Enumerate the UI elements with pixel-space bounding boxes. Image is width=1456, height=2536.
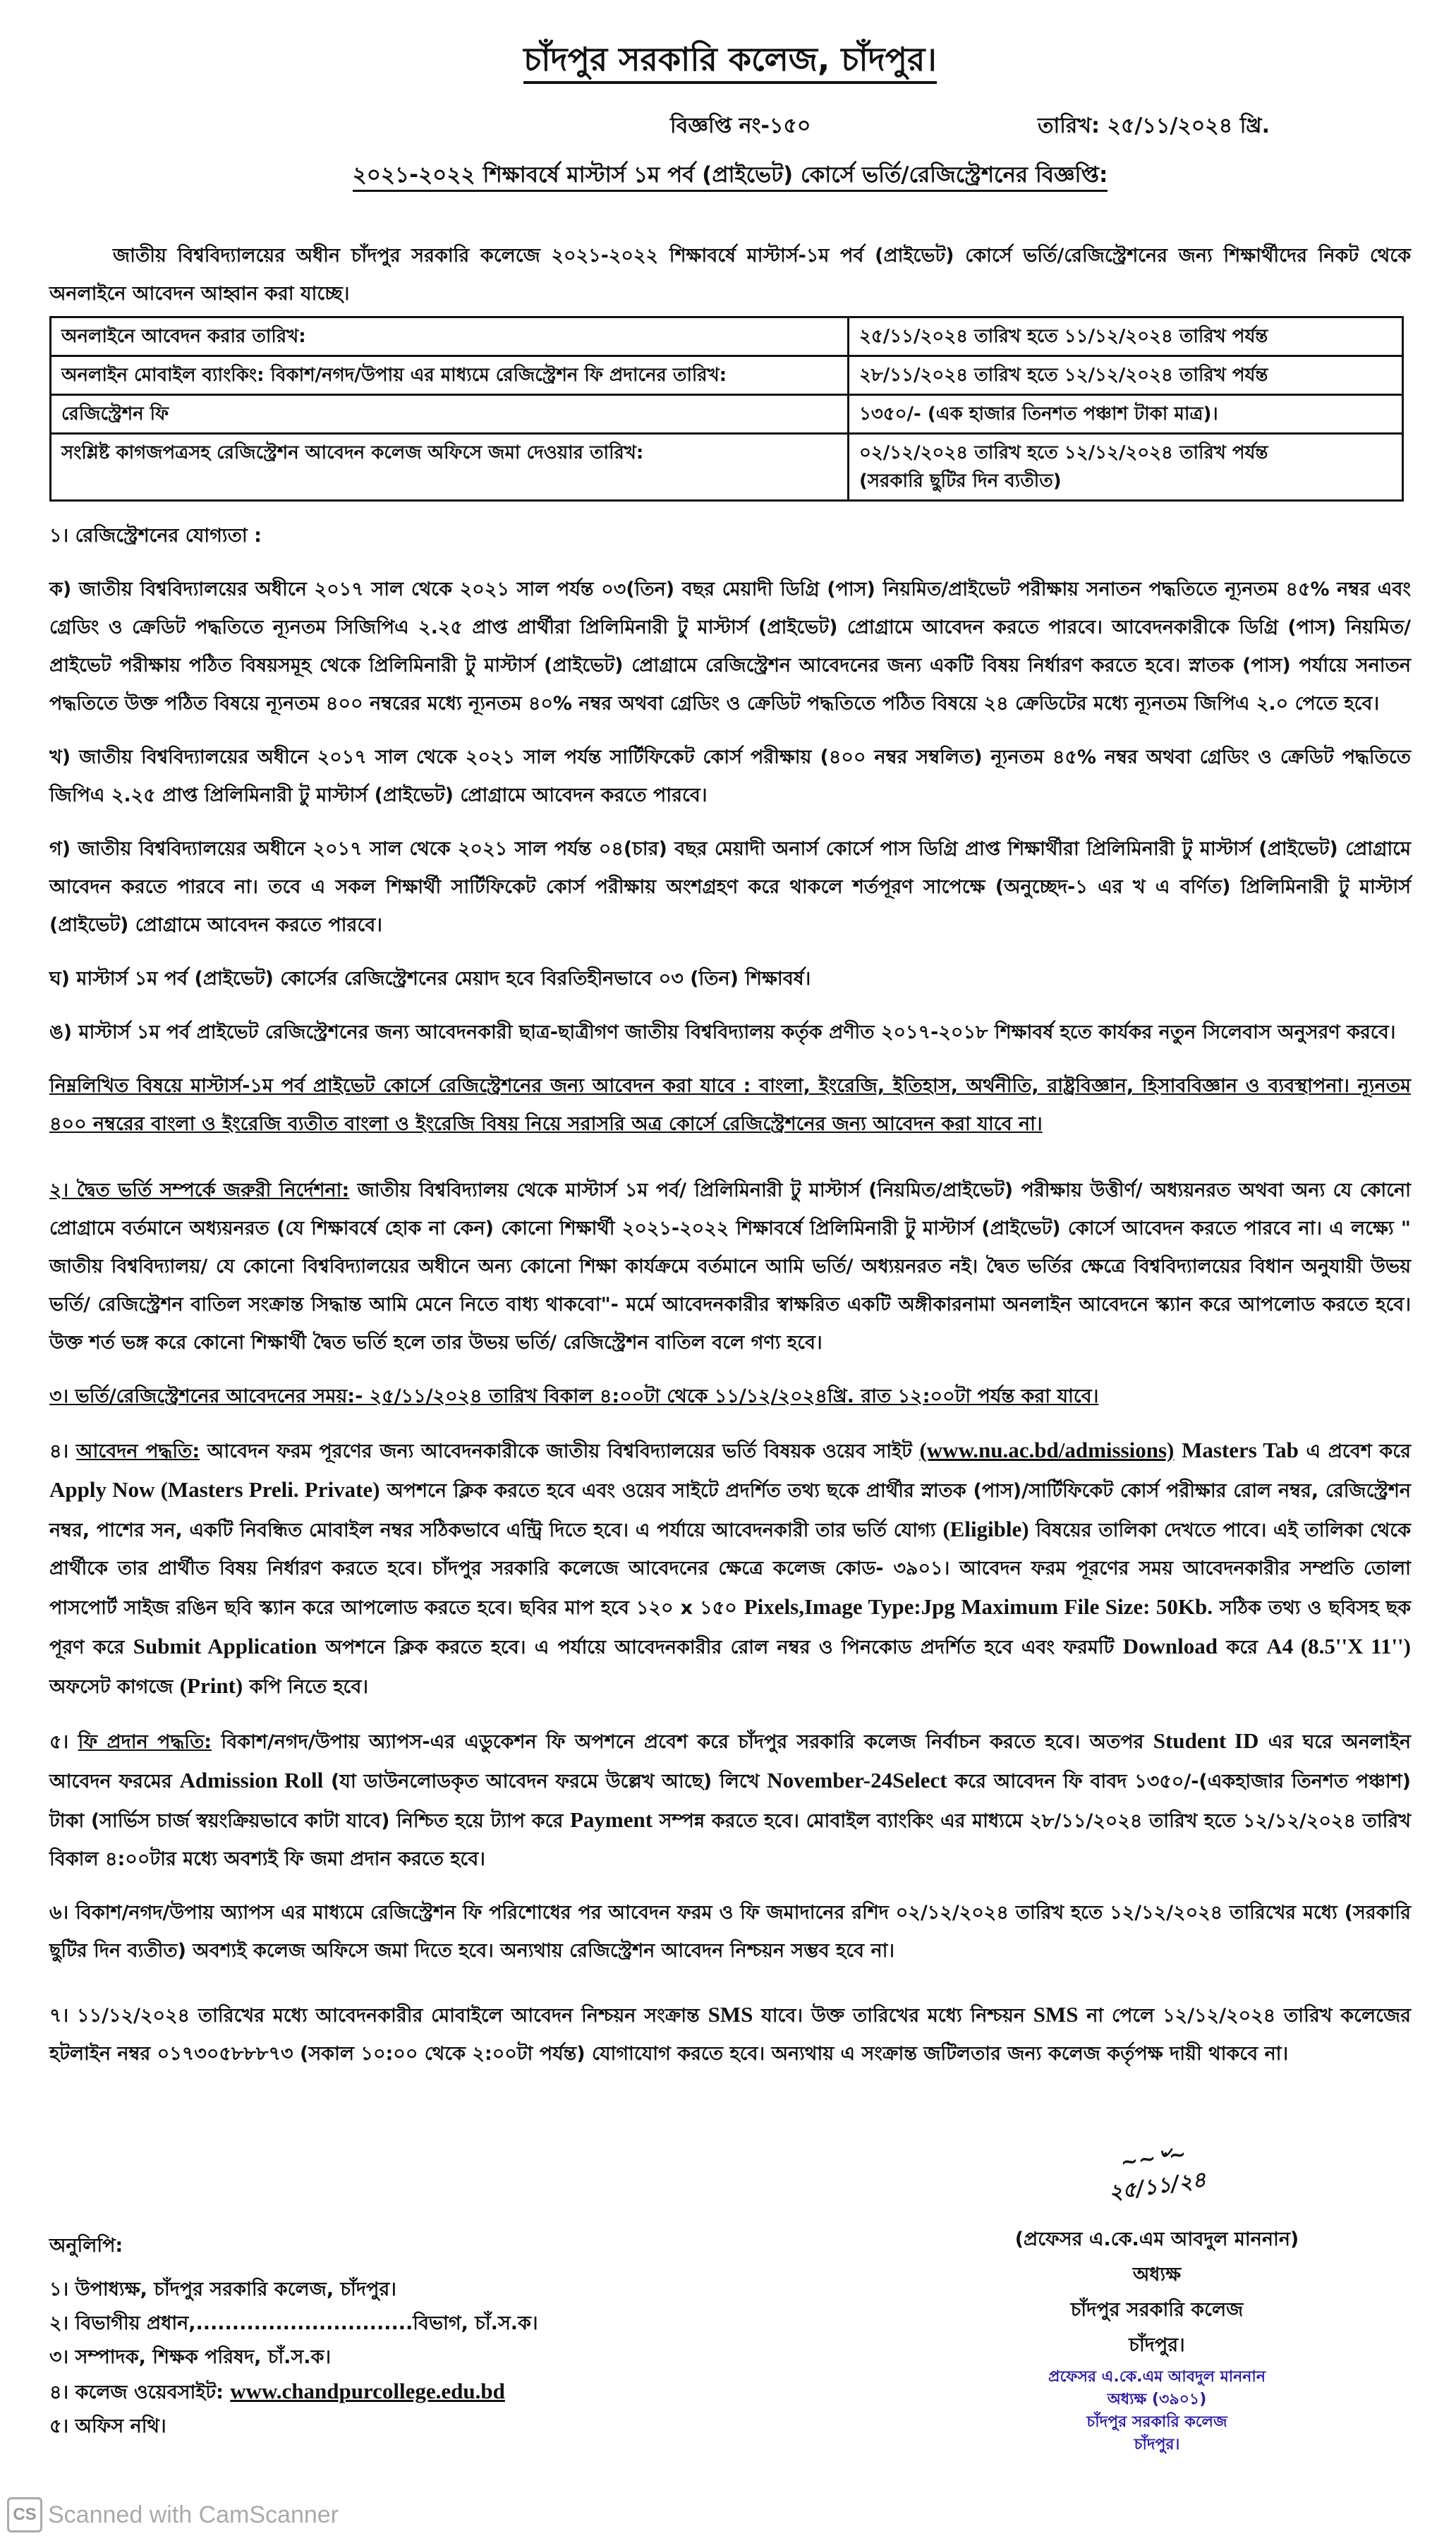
signature-block [1009,2141,1305,2456]
eligibility-item-ka: ক) জাতীয় বিশ্ববিদ্যালয়ের অধীনে ২০১৭ সাল থেকে ২০২১ সাল পর্যন্ত ০৩(তিন) বছর মেয়াদী ডিগ্রি (পাস) নিয়মিত/প্রাইভেট পরীক্ষায় সনাতন পদ্ধতিতে ন্যূনতম ৪৫% নম্বর এবং গ্রেডিং ও ক্রেডিট পদ্ধতিতে ন্যূনতম সিজিপিএ ২.২৫ প্রাপ্ত প্রার্থীরা প্রিলিমিনারী টু মাস্টার্স (প্রাইভেট) প্রোগ্রামে আবেদন করতে পারবে। আবেদনকারীকে ডিগ্রি (পাস) নিয়মিত/প্রাইভেট পরীক্ষায় পঠিত বিষয়সমূহ থেকে প্রিলিমিনারী টু মাস্টার্স (প্রাইভেট) প্রোগ্রামে রেজিস্ট্রেশন আবেদনের জন্য একটি বিষয় নির্ধারণ করতে হবে। স্নাতক (পাস) পর্যায়ে সনাতন পদ্ধতিতে উক্ত পঠিত বিষয়ে ন্যূনতম ৪০০ নম্বরের মধ্যে ন্যূনতম ৪০% নম্বর অথবা গ্রেডিং ও ক্রেডিট পদ্ধতিতে পঠিত বিষয়ে ২৪ ক্রেডিটের মধ্যে ন্যূনতম জিপিএ ২.০ পেতে হবে। [49,578,1411,715]
table-row: অনলাইনে আবেদন করার তারিখ: ২৫/১১/২০২৪ তারিখ হতে ১১/১২/২০২৪ তারিখ পর্যন্ত [51,317,1403,356]
notice-date: তারিখ: ২৫/১১/২০২৪ খ্রি. [1038,114,1270,138]
subjects-paragraph: নিম্নলিখিত বিষয়ে মাস্টার্স-১ম পর্ব প্রাইভেট কোর্সে রেজিস্ট্রেশনের জন্য আবেদন করা যাবে : বাংলা, ইংরেজি, ইতিহাস, অর্থনীতি, রাষ্ট্রবিজ্ঞান, হিসাববিজ্ঞান ও ব্যবস্থাপনা। ন্যূনতম ৪০০ নম্বরের বাংলা ও ইংরেজি ব্যতীত বাংলা ও ইংরেজি বিষয় নিয়ে সরাসরি অত্র কোর্সে রেজিস্ট্রেশনের জন্য আবেদন করা যাবে না। [49,1075,1411,1135]
notice-page [49,0,1411,2073]
section-2: ২। দ্বৈত ভর্তি সম্পর্কে জরুরী নির্দেশনা: জাতীয় বিশ্ববিদ্যালয় থেকে মাস্টার্স ১ম পর্ব/ প্রিলিমিনারী টু মাস্টার্স (নিয়মিত/প্রাইভেট) পরীক্ষায় উত্তীর্ণ/ অধ্যয়নরত অথবা অন্য যে কোনো প্রোগ্রামে বর্তমানে অধ্যয়নরত (যে শিক্ষাবর্ষে হোক না কেন) কোনো শিক্ষার্থী ২০২১-২০২২ শিক্ষাবর্ষে প্রিলিমিনারী টু মাস্টার্স (প্রাইভেট) কোর্সে আবেদন করতে পারবে না। এ লক্ষ্যে " জাতীয় বিশ্ববিদ্যালয়/ যে কোনো বিশ্ববিদ্যালয়ের অধীনে অন্য কোনো শিক্ষা কার্যক্রমে বর্তমানে আমি ভর্তি/ অধ্যয়নরত নই। দ্বৈত ভর্তির ক্ষেত্রে বিশ্ববিদ্যালয়ের বিধান অনুযায়ী উভয় ভর্তি/ রেজিস্ট্রেশন বাতিল সংক্রান্ত সিদ্ধান্ত আমি মেনে নিতে বাধ্য থাকবো"- মর্মে আবেদনকারীর স্বাক্ষরিত একটি অঙ্গীকারনামা অনলাইন আবেদনে স্ক্যান করে আপলোড করতে হবে। উক্ত শর্ত ভঙ্গ করে কোনো শিক্ষার্থী দ্বৈত ভর্তি হলে তার উভয় ভর্তি/ রেজিস্ট্রেশন বাতিল বলে গণ্য হবে। [49,1179,1412,1354]
copies-heading: অনুলিপি: [49,2235,123,2257]
table-row: সংশ্লিষ্ট কাগজপত্রসহ রেজিস্ট্রেশন আবেদন কলেজ অফিসে জমা দেওয়ার তারিখ: ০২/১২/২০২৪ তারিখ হতে ১২/১২/২০২৪ তারিখ পর্যন্ত (সরকারি ছুটির দিন ব্যতীত) [51,434,1403,501]
notice-subtitle: ২০২১-২০২২ শিক্ষাবর্ষে মাস্টার্স ১ম পর্ব (প্রাইভেট) কোর্সে ভর্তি/রেজিস্ট্রেশনের বিজ্ঞপ্তি: [49,158,1411,195]
eligibility-heading: ১। রেজিস্ট্রেশনের যোগ্যতা : [49,525,262,547]
copy-item: ১। উপাধ্যক্ষ, চাঁদপুর সরকারি কলেজ, চাঁদপুর। [49,2279,396,2300]
copy-item: ৪। কলেজ ওয়েবসাইট: www.chandpurcollege.edu.bd [49,2379,505,2403]
table-row: রেজিস্ট্রেশন ফি ১৩৫০/- (এক হাজার তিনশত পঞ্চাশ টাকা মাত্র)। [51,395,1403,434]
section-7: ৭। ১১/১২/২০২৪ তারিখের মধ্যে আবেদনকারীর মোবাইলে আবেদন নিশ্চয়ন সংক্রান্ত SMS যাবে। উক্ত তারিখের মধ্যে নিশ্চয়ন SMS না পেলে ১২/১২/২০২৪ তারিখ কলেজের হটলাইন নম্বর ০১৭৩০৫৮৮৮৭৩ (সকাল ১০:০০ থেকে ২:০০টা পর্যন্ত) যোগাযোগ করতে হবে। অন্যথায় এ সংক্রান্ত জটিলতার জন্য কলেজ কর্তৃপক্ষ দায়ী থাকবে না। [49,2002,1411,2065]
signatory-title: অধ্যক্ষ [1132,2264,1182,2286]
schedule-table [49,316,1404,502]
notice-number: বিজ্ঞপ্তি নং-১৫০ [670,114,811,138]
copy-item: ২। বিভাগীয় প্রধান,..............................বিভাগ, চাঁ.স.ক। [49,2312,538,2334]
copies-list [49,2229,538,2444]
section-3: ৩। ভর্তি/রেজিস্ট্রেশনের আবেদনের সময়:- ২৫/১১/২০২৪ তারিখ বিকাল ৪:০০টা থেকে ১১/১২/২০২৪খ্রি. রাত ১২:০০টা পর্যন্ত করা যাবে। [49,1385,1099,1407]
eligibility-item-kha: খ) জাতীয় বিশ্ববিদ্যালয়ের অধীনে ২০১৭ সাল থেকে ২০২১ সাল পর্যন্ত সার্টিফিকেট কোর্স পরীক্ষায় (৪০০ নম্বর সম্বলিত) ন্যূনতম ৪৫% নম্বর অথবা গ্রেডিং ও ক্রেডিট পদ্ধতিতে জিপিএ ২.২৫ প্রাপ্ত প্রিলিমিনারী টু মাস্টার্স (প্রাইভেট) প্রোগ্রামে আবেদন করতে পারবে। [49,746,1411,806]
watermark-text: Scanned with CamScanner [48,2501,339,2528]
copy-item: ৫। অফিস নথি। [49,2415,166,2437]
college-website-link[interactable]: www.chandpurcollege.edu.bd [230,2379,505,2403]
section-4: ৪। আবেদন পদ্ধতি: আবেদন ফরম পূরণের জন্য আবেদনকারীকে জাতীয় বিশ্ববিদ্যালয়ের ভর্তি বিষয়ক ওয়েব সাইট (www.nu.ac.bd/admissions) Masters Tab এ প্রবেশ করে Apply Now (Masters Preli. Private) অপশনে ক্লিক করতে হবে এবং ওয়েব সাইটে প্রদর্শিত তথ্য ছকে প্রার্থীর স্নাতক (পাস)/সার্টিফিকেট কোর্স পরীক্ষার রোল নম্বর, রেজিস্ট্রেশন নম্বর, পাশের সন, একটি নিবন্ধিত মোবাইল নম্বর সঠিকভাবে এন্ট্রি দিতে হবে। এ পর্যায়ে আবেদনকারী তার ভর্তি যোগ্য (Eligible) বিষয়ের তালিকা দেখতে পাবে। এই তালিকা থেকে প্রার্থীকে তার প্রার্থীত বিষয় নির্ধারণ করতে হবে। চাঁদপুর সরকারি কলেজে আবেদনের ক্ষেত্রে কলেজ কোড- ৩৯০১। আবেদন ফরম পূরণের সময় আবেদনকারীর সম্প্রতি তোলা পাসপোর্ট সাইজ রঙিন ছবি স্ক্যান করে আপলোড করতে হবে। ছবির মাপ হবে ১২০ x ১৫০ Pixels,Image Type:Jpg Maximum File Size: 50Kb. সঠিক তথ্য ও ছবিসহ ছক পূরণ করে Submit Application অপশনে ক্লিক করতে হবে। এ পর্যায়ে আবেদনকারীর রোল নম্বর ও পিনকোড প্রদর্শিত হবে এবং ফরমটি Download করে A4 (8.5''X 11'') অফসেট কাগজে (Print) কপি নিতে হবে। [49,1438,1412,1698]
section-5: ৫। ফি প্রদান পদ্ধতি: বিকাশ/নগদ/উপায় অ্যাপস-এর এডুকেশন ফি অপশনে প্রবেশ করে চাঁদপুর সরকারি কলেজ নির্বাচন করতে হবে। অতপর Student ID এর ঘরে অনলাইন আবেদন ফরমের Admission Roll (যা ডাউনলোডকৃত আবেদন ফরমে উল্লেখ আছে) লিখে November-24Select করে আবেদন ফি বাবদ ১৩৫০/-(একহাজার তিনশত পঞ্চাশ) টাকা (সার্ভিস চার্জ স্বয়ংক্রিয়ভাবে কাটা যাবে) নিশ্চিত হয়ে ট্যাপ করে Payment সম্পন্ন করতে হবে। মোবাইল ব্যাংকিং এর মাধ্যমে ২৮/১১/২০২৪ তারিখ হতে ১২/১২/২০২৪ তারিখ বিকাল ৪:০০টার মধ্যে অবশ্যই ফি জমা প্রদান করতে হবে। [49,1728,1412,1870]
college-title: চাঁদপুর সরকারি কলেজ, চাঁদপুর। [49,35,1411,89]
nu-admissions-link[interactable]: (www.nu.ac.bd/admissions) [919,1438,1175,1462]
notice-meta [49,102,1411,151]
table-row: অনলাইন মোবাইল ব্যাংকিং: বিকাশ/নগদ/উপায় এর মাধ্যমে রেজিস্ট্রেশন ফি প্রদানের তারিখ: ২৮/১১/২০২৪ তারিখ হতে ১২/১২/২০২৪ তারিখ পর্যন্ত [51,356,1403,395]
eligibility-item-uma: ঙ) মাস্টার্স ১ম পর্ব প্রাইভেট রেজিস্ট্রেশনের জন্য আবেদনকারী ছাত্র-ছাত্রীগণ জাতীয় বিশ্ববিদ্যালয় কর্তৃক প্রণীত ২০১৭-২০১৮ শিক্ষাবর্ষ হতে কার্যকর নতুন সিলেবাস অনুসরণ করবে। [49,1021,1396,1043]
signatory-name: (প্রফেসর এ.কে.এম আবদুল মাননান) [1014,2228,1299,2250]
camscanner-watermark [7,2497,339,2532]
copy-item: ৩। সম্পাদক, শিক্ষক পরিষদ, চাঁ.স.ক। [49,2346,332,2368]
intro-paragraph: জাতীয় বিশ্ববিদ্যালয়ের অধীন চাঁদপুর সরকারি কলেজে ২০২১-২০২২ শিক্ষাবর্ষে মাস্টার্স-১ম পর্ব (প্রাইভেট) কোর্সে ভর্তি/রেজিস্ট্রেশনের জন্য শিক্ষার্থীদের নিকট থেকে অনলাইনে আবেদন আহ্বান করা যাচ্ছে। [49,245,1411,305]
eligibility-item-gha: ঘ) মাস্টার্স ১ম পর্ব (প্রাইভেট) কোর্সের রেজিস্ট্রেশনের মেয়াদ হবে বিরতিহীনভাবে ০৩ (তিন) শিক্ষাবর্ষ। [49,968,811,990]
section-6: ৬। বিকাশ/নগদ/উপায় অ্যাপস এর মাধ্যমে রেজিস্ট্রেশন ফি পরিশোধের পর আবেদন ফরম ও ফি জমাদানের রশিদ ০২/১২/২০২৪ তারিখ হতে ১২/১২/২০২৪ তারিখের মধ্যে (সরকারি ছুটির দিন ব্যতীত) অবশ্যই কলেজ অফিসে জমা দিতে হবে। অন্যথায় রেজিস্ট্রেশন আবেদন নিশ্চয়ন সম্ভব হবে না। [49,1902,1411,1962]
signatory-college: চাঁদপুর সরকারি কলেজ [1070,2299,1244,2321]
signature-scribble: ~~৺~ ২৫/১১/২৪ [1107,2141,1208,2206]
eligibility-item-ga: গ) জাতীয় বিশ্ববিদ্যালয়ের অধীনে ২০১৭ সাল থেকে ২০২১ সাল পর্যন্ত ০৪(চার) বছর মেয়াদী অনার্স কোর্সে পাস ডিগ্রি প্রাপ্ত শিক্ষার্থীরা প্রিলিমিনারী টু মাস্টার্স (প্রাইভেট) প্রোগ্রামে আবেদন করতে পারবে না। তবে এ সকল শিক্ষার্থী সার্টিফিকেট কোর্স পরীক্ষায় অংশগ্রহণ করে থাকলে শর্তপূরণ সাপেক্ষে (অনুচ্ছেদ-১ এর খ এ বর্ণিত) প্রিলিমিনারী টু মাস্টার্স (প্রাইভেট) প্রোগ্রামে আবেদন করতে পারবে। [49,838,1411,936]
official-seal: প্রফেসর এ.কে.এম আবদুল মাননান অধ্যক্ষ (৩৯০১) চাঁদপুর সরকারি কলেজ চাঁদপুর। [1048,2368,1266,2453]
signatory-city: চাঁদপুর। [1129,2334,1185,2356]
camscanner-logo-icon: CS [7,2497,42,2532]
